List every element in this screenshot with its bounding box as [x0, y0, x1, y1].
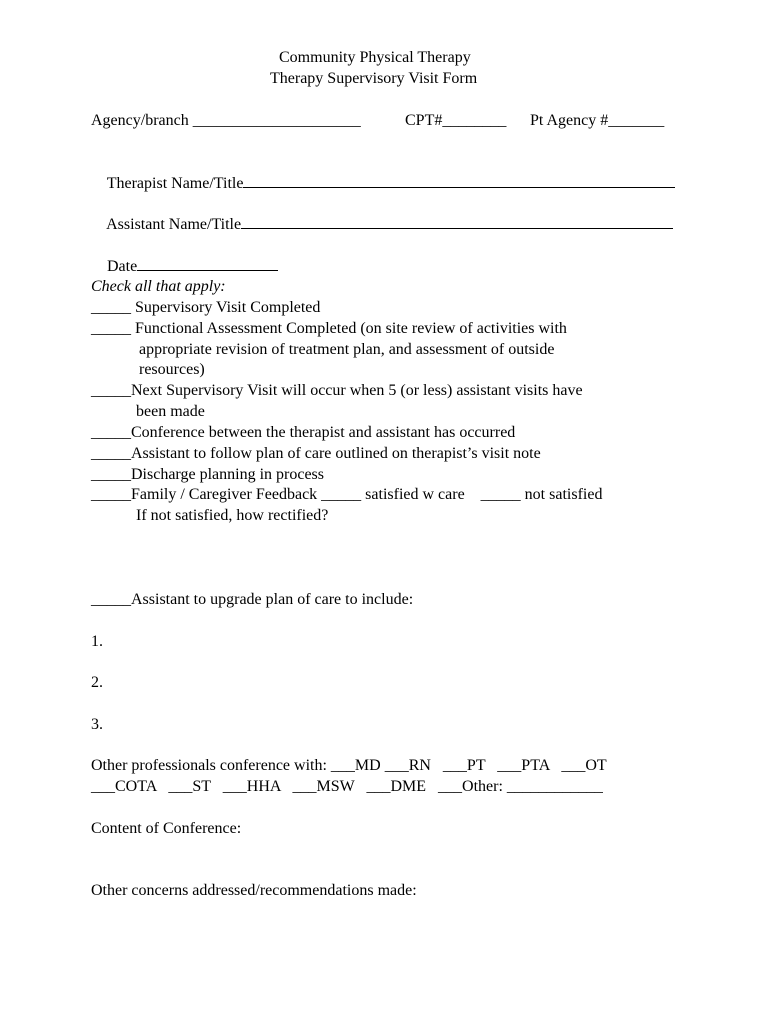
agency-branch-field[interactable]: Agency/branch _____________________ — [91, 112, 361, 129]
date-line[interactable] — [137, 256, 278, 271]
content-of-conference-label: Content of Conference: — [91, 820, 242, 837]
professionals-line-2[interactable]: ___COTA ___ST ___HHA ___MSW ___DME ___Other: ____________ — [91, 778, 603, 795]
checklist-item-next-visit-cont: been made — [136, 403, 205, 420]
checklist-item-supervisory-visit[interactable]: _____ Supervisory Visit Completed — [91, 299, 321, 316]
therapist-name-label: Therapist Name/Title — [106, 175, 244, 192]
checklist-item-functional-assessment-cont: appropriate revision of treatment plan, and assessment of outside — [139, 341, 555, 358]
therapist-name-line[interactable] — [243, 173, 675, 188]
date-label: Date — [107, 258, 138, 275]
upgrade-item-2: 2. — [91, 674, 103, 691]
org-title: Community Physical Therapy — [279, 49, 471, 66]
pt-agency-field[interactable]: Pt Agency #_______ — [530, 112, 665, 129]
checklist-item-rectified: If not satisfied, how rectified? — [136, 507, 329, 524]
checklist-heading: Check all that apply: — [91, 278, 226, 295]
form-title: Therapy Supervisory Visit Form — [270, 70, 478, 87]
checklist-item-functional-assessment-cont: resources) — [139, 361, 205, 378]
assistant-name-label: Assistant Name/Title — [106, 216, 242, 233]
upgrade-plan-label[interactable]: _____Assistant to upgrade plan of care to include: — [91, 591, 414, 608]
checklist-item-follow-plan[interactable]: _____Assistant to follow plan of care outlined on therapist’s visit note — [91, 445, 541, 462]
upgrade-item-3: 3. — [91, 716, 103, 733]
assistant-name-line[interactable] — [241, 214, 673, 229]
professionals-line-1[interactable]: Other professionals conference with: ___MD ___RN ___PT ___PTA ___OT — [91, 757, 607, 774]
checklist-item-conference[interactable]: _____Conference between the therapist and assistant has occurred — [91, 424, 516, 441]
checklist-item-family-feedback[interactable]: _____Family / Caregiver Feedback _____ satisfied w care _____ not satisfied — [91, 486, 603, 503]
checklist-item-functional-assessment[interactable]: _____ Functional Assessment Completed (on site review of activities with — [91, 320, 567, 337]
cpt-field[interactable]: CPT#________ — [405, 112, 507, 129]
other-concerns-label: Other concerns addressed/recommendations made: — [91, 882, 417, 899]
checklist-item-discharge[interactable]: _____Discharge planning in process — [91, 466, 324, 483]
checklist-item-next-visit[interactable]: _____Next Supervisory Visit will occur when 5 (or less) assistant visits have — [91, 382, 583, 399]
upgrade-item-1: 1. — [91, 633, 103, 650]
